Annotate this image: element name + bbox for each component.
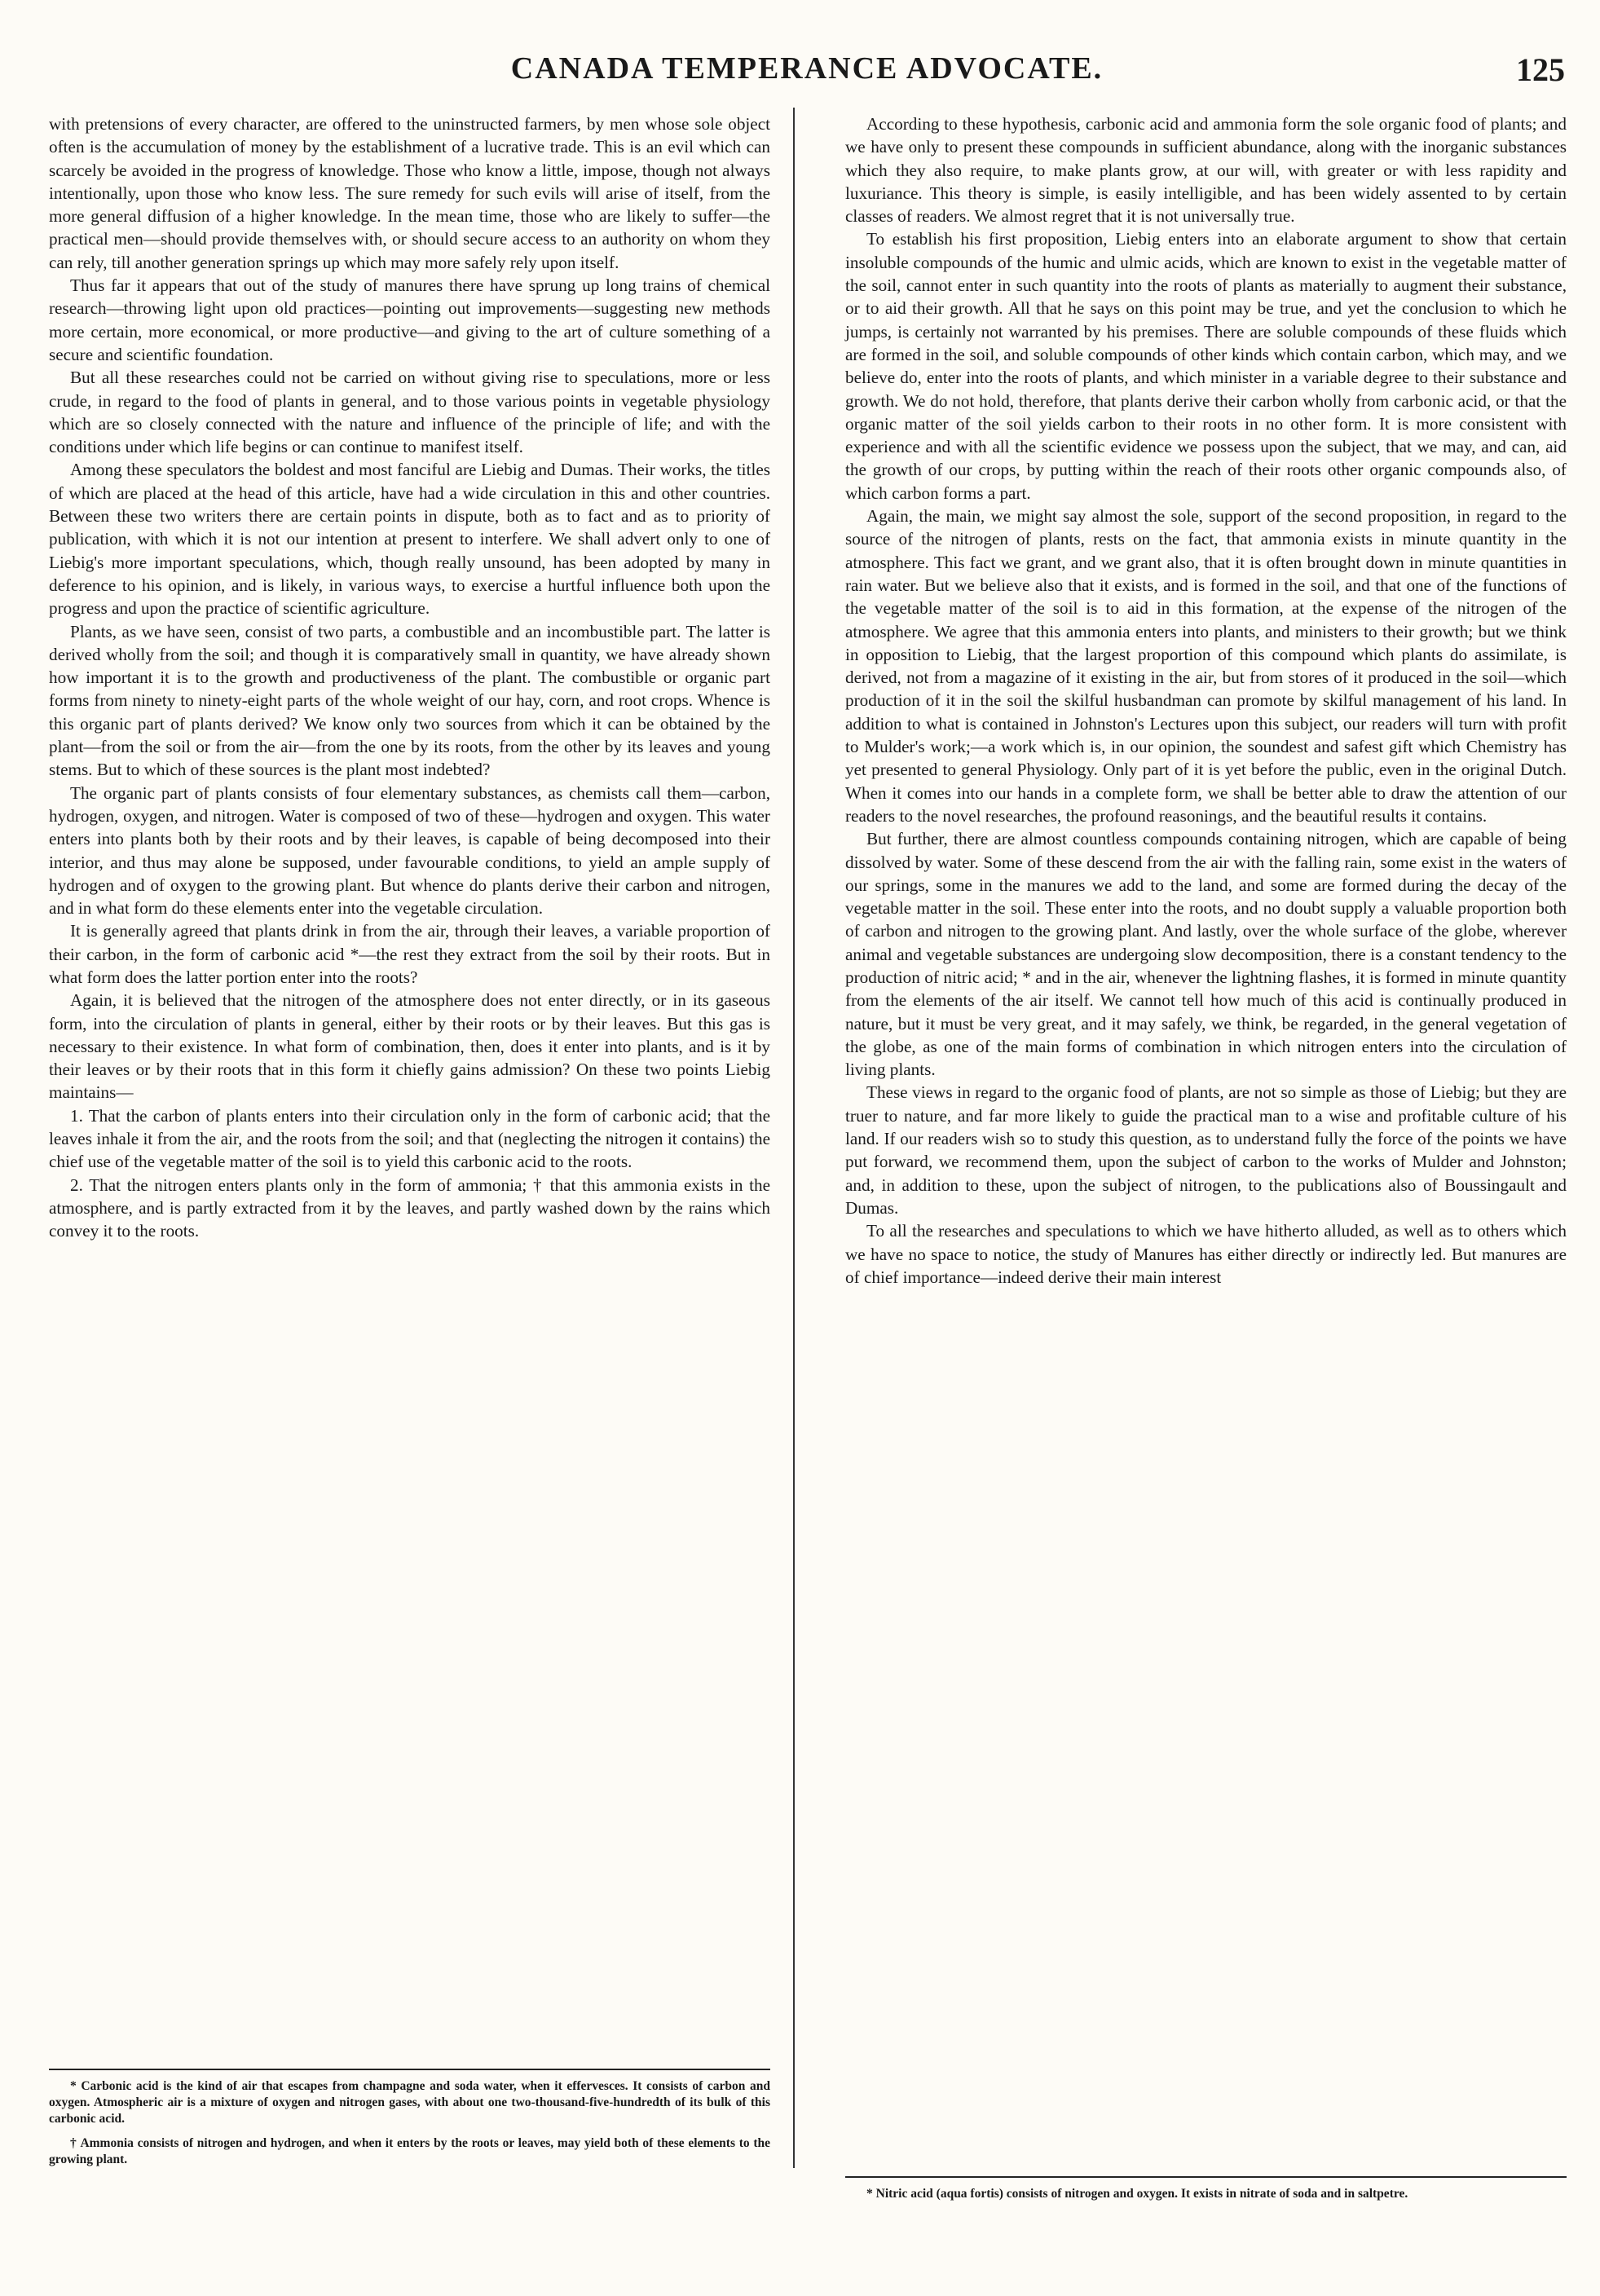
right-column xyxy=(845,112,1567,1289)
page-number: 125 xyxy=(1516,51,1565,88)
paragraph: Again, the main, we might say almost the sole, support of the second proposition, in regard to the source of the nitrogen of plants, rests on the fact, that ammonia exists in minute quantity in the atmosphere. This fact we grant, and we grant also, that it is often brought down in minute quantities in rain water. But we believe also that it exists, and is formed in the soil, and that one of the functions of the vegetable matter of the soil is to aid in this formation, at the expense of the nitrogen of the atmosphere. We agree that this ammonia enters into plants, and ministers to their growth; but we think in opposition to Liebig, that the largest proportion of this compound which plants do assimilate, is derived, not from a magazine of it existing in the air, but from stores of it produced in the soil—which production of it in the soil the skilful husbandman can promote by skilful management of his land. In addition to what is contained in Johnston's Lectures upon this subject, our readers will turn with profit to Mulder's work;—a work which is, in our opinion, the soundest and safest gift which Chemistry has yet presented to general Physiology. Only part of it is yet before the public, even in the original Dutch. When it comes into our hands in a complete form, we shall be better able to draw the attention of our readers to the novel researches, the profound reasonings, and the beautiful results it contains. xyxy=(845,506,1567,826)
footnotes-right xyxy=(845,2176,1567,2210)
paragraph: Again, it is believed that the nitrogen of the atmosphere does not enter directly, or in its gaseous form, into the circulation of plants in general, either by their roots or by their leaves. But this gas is necessary to their existence. In what form of combination, then, does it enter into plants, and is it by their leaves or by their roots that in this form it chiefly gains admission? On these two points Liebig maintains— xyxy=(49,990,770,1103)
paragraph: 1. That the carbon of plants enters into their circulation only in the form of carbonic acid; that the leaves inhale it from the air, and the roots from the soil; and that (neglecting the nitrogen it contains) the chief use of the vegetable matter of the soil is to yield this carbonic acid to the roots. xyxy=(49,1105,770,1172)
paragraph: Plants, as we have seen, consist of two parts, a combustible and an incombustible part. The latter is derived wholly from the soil; and though it is comparatively small in quantity, we have already shown how important it is to the growth and productiveness of the plant. The combustible or organic part forms from ninety to ninety-eight parts of the whole weight of our hay, corn, and root crops. Whence is this organic part of plants derived? We know only two sources from which it can be obtained by the plant—from the soil or from the air—from the one by its roots, from the other by its leaves and young stems. But to which of these sources is the plant most indebted? xyxy=(49,621,770,780)
footnote: † Ammonia consists of nitrogen and hydrogen, and when it enters by the roots or leaves, may yield both of these elements to the growing plant. xyxy=(49,2136,770,2166)
page-header xyxy=(49,49,1565,90)
footnotes-left xyxy=(49,2069,770,2176)
paragraph: with pretensions of every character, are offered to the uninstructed farmers, by men whose sole object often is the accumulation of money by the establishment of a lucrative trade. This is an evil which can scarcely be avoided in the progress of knowledge. Those who know a little, impose, though not always intentionally, upon those who know less. The sure remedy for such evils will arise of itself, from the more general diffusion of a higher knowledge. In the mean time, those who are likely to suffer—the practical men—should provide themselves with, or should secure access to an authority on whom they can rely, till another generation springs up which may more safely rely upon itself. xyxy=(49,114,770,272)
paragraph: But all these researches could not be carried on without giving rise to speculations, more or less crude, in regard to the food of plants in general, and to those various points in vegetable physiology which are so closely connected with the nature and influence of the principle of life; and with the conditions under which life begins or can continue to manifest itself. xyxy=(49,368,770,457)
publication-title: CANADA TEMPERANCE ADVOCATE. xyxy=(510,51,1104,86)
column-divider xyxy=(793,108,795,2168)
paragraph: To establish his first proposition, Liebig enters into an elaborate argument to show that certain insoluble compounds of the humic and ulmic acids, which are known to exist in the vegetable matter of the soil, cannot enter in such quantity into the roots of plants as materially to augment their substance, or to aid their growth. All that he says on this point may be true, and yet the conclusion to which he jumps, is certainly not warranted by his premises. There are soluble compounds of these fluids which are formed in the soil, and soluble compounds of other kinds which contain carbon, which may, and we believe do, enter into the roots of plants, and which minister in a variable degree to their substance and growth. We do not hold, therefore, that plants derive their carbon wholly from carbonic acid, or that the organic matter of the soil yields carbon to their roots in no other form. It is more consistent with experience and with all the scientific evidence we possess upon the subject, that we may, and can, aid the growth of our crops, by putting within the reach of their roots other organic compounds also, of which carbon forms a part. xyxy=(845,229,1567,503)
paragraph: The organic part of plants consists of four elementary substances, as chemists call them—carbon, hydrogen, oxygen, and nitrogen. Water is composed of two of these—hydrogen and oxygen. This water enters into plants both by their roots and by their leaves, is capable of being decomposed into their interior, and thus may alone be supposed, under favourable conditions, to yield an ample supply of hydrogen and of oxygen to the growing plant. But whence do plants derive their carbon and nitrogen, and in what form do these elements enter into the vegetable circulation. xyxy=(49,782,770,919)
paragraph: These views in regard to the organic food of plants, are not so simple as those of Liebig; but they are truer to nature, and far more likely to guide the practical man to a wise and profitable culture of his land. If our readers wish so to study this question, as to understand fully the force of the points we have put forward, we recommend them, upon the subject of carbon to the works of Mulder and Johnston; and, in addition to these, upon the subject of nitrogen, to the publications also of Boussingault and Dumas. xyxy=(845,1082,1567,1218)
paragraph: To all the researches and speculations to which we have hitherto alluded, as well as to others which we have no space to notice, the study of Manures has either directly or indirectly led. But manures are of chief importance—indeed derive their main interest xyxy=(845,1221,1567,1287)
left-column xyxy=(49,112,770,1243)
paragraph: 2. That the nitrogen enters plants only in the form of ammonia; † that this ammonia exists in the atmosphere, and is partly extracted from it by the leaves, and partly washed down by the rains which convey it to the roots. xyxy=(49,1174,770,1241)
paragraph: It is generally agreed that plants drink in from the air, through their leaves, a variable proportion of their carbon, in the form of carbonic acid *—the rest they extract from the soil by their roots. But in what form does the latter portion enter into the roots? xyxy=(49,921,770,987)
paragraph: According to these hypothesis, carbonic acid and ammonia form the sole organic food of plants; and we have only to present these compounds in sufficient abundance, along with the inorganic substances which they also require, to make plants grow, at our will, with greater or with less rapidity and luxuriance. This theory is simple, is easily intelligible, and has been widely assented to by certain classes of readers. We almost regret that it is not universally true. xyxy=(845,114,1567,227)
paragraph: Thus far it appears that out of the study of manures there have sprung up long trains of chemical research—throwing light upon old practices—pointing out improvements—suggesting new methods more certain, more economical, or more productive—and giving to the art of culture something of a secure and scientific foundation. xyxy=(49,275,770,364)
paragraph: But further, there are almost countless compounds containing nitrogen, which are capable of being dissolved by water. Some of these descend from the air with the falling rain, some exist in the waters of our springs, some in the manures we add to the land, and some are formed during the decay of the vegetable matter in the soil. These enter into the roots, and no doubt supply a valuable proportion both of carbon and nitrogen to the growing plant. And lastly, over the whole surface of the globe, wherever animal and vegetable substances are undergoing slow decomposition, there is a constant tendency to the production of nitric acid; * and in the air, whenever the lightning flashes, it is formed in minute quantity from the elements of the air itself. We cannot tell how much of this acid is continually produced in nature, but it must be very great, and it may safely, we think, be regarded, in the general vegetation of the globe, as one of the main forms of combination in which nitrogen enters into the circulation of living plants. xyxy=(845,829,1567,1080)
paragraph: Among these speculators the boldest and most fanciful are Liebig and Dumas. Their works, the titles of which are placed at the head of this article, have had a wide circulation in this and other countries. Between these two writers there are certain points in dispute, both as to fact and as to priority of publication, with which it is not our intention at present to interfere. We shall advert only to one of Liebig's more important speculations, which, though really unsound, has been adopted by many in deference to his opinion, and is likely, in various ways, to exercise a hurtful influence both upon the progress and upon the practice of scientific agriculture. xyxy=(49,460,770,619)
footnote: * Nitric acid (aqua fortis) consists of nitrogen and oxygen. It exists in nitrate of soda and in saltpetre. xyxy=(866,2187,1408,2201)
footnote-rule xyxy=(845,2176,1567,2178)
footnote-rule xyxy=(49,2069,770,2070)
footnote: * Carbonic acid is the kind of air that escapes from champagne and soda water, when it effervesces. It consists of carbon and oxygen. Atmospheric air is a mixture of oxygen and nitrogen gases, with about one two-thousand-five-hundredth of its bulk of this carbonic acid. xyxy=(49,2079,770,2126)
